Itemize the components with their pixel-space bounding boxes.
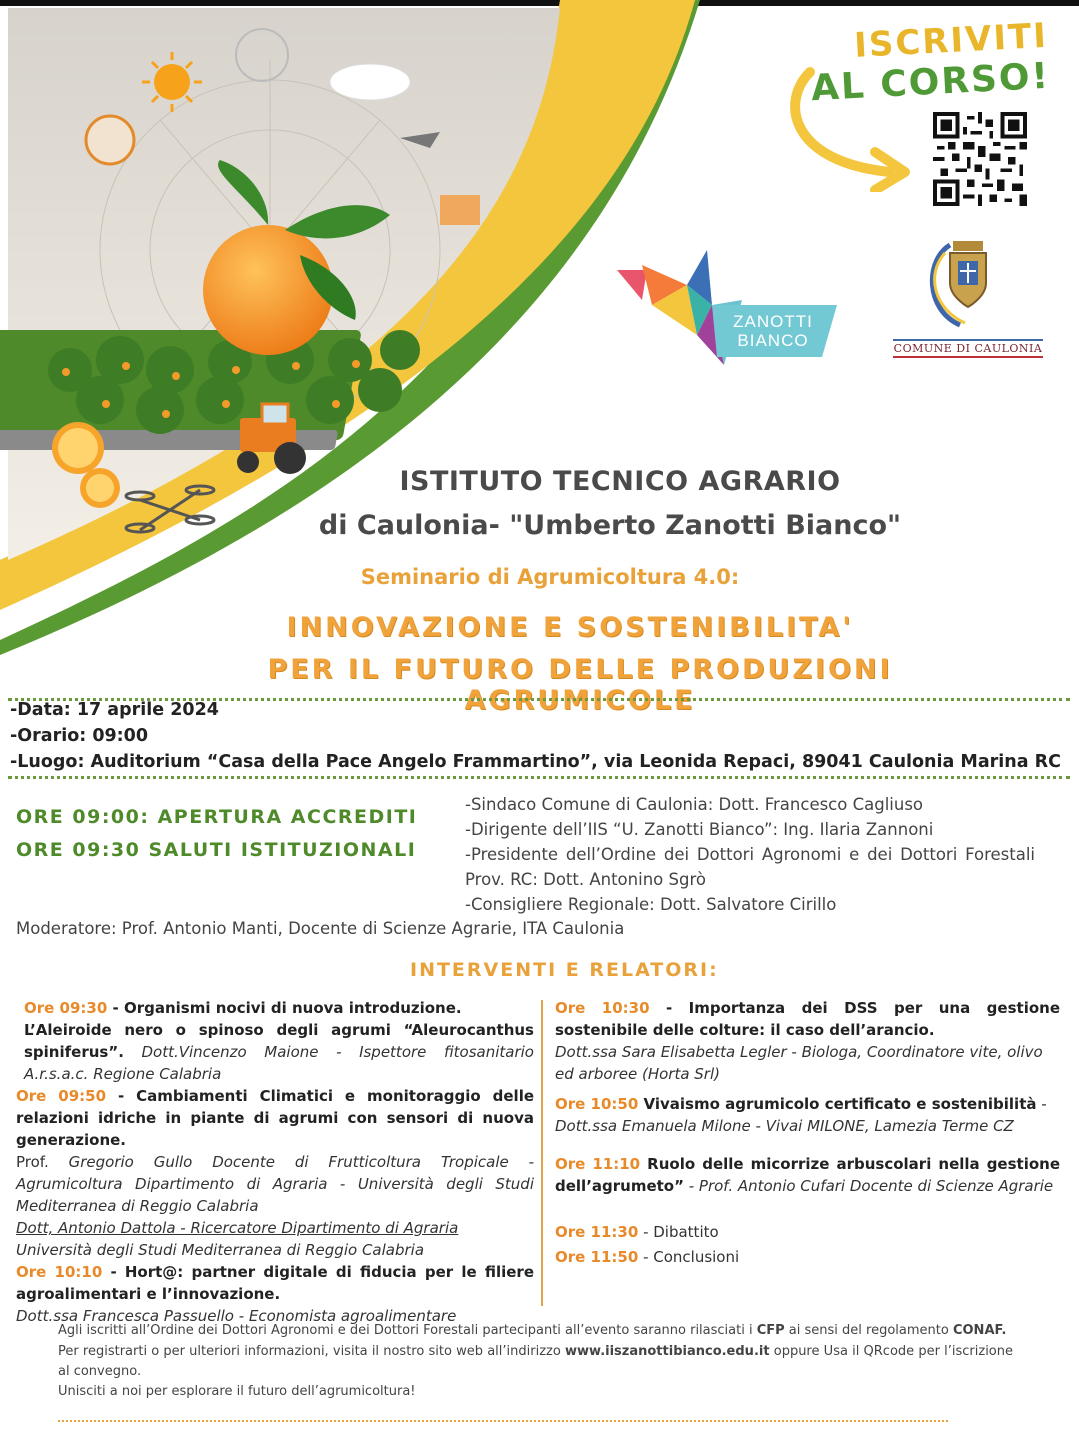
spacer [555,1085,1060,1093]
intervento-speaker: - Dott.ssa Emanuela Milone - Vivai MILONE, Lamezia Terme CZ [555,1095,1047,1135]
event-date: -Data: 17 aprile 2024 [10,700,219,720]
speaker-prefix: Prof. [16,1153,49,1171]
event-title-line1: INNOVAZIONE E SOSTENIBILITA' [286,612,854,643]
qr-code[interactable] [933,112,1027,206]
zanotti-text: ZANOTTI [733,312,813,331]
interventi-left-column [16,997,534,1327]
footer-text: oppure Usa il QRcode per l’iscrizione al convegno. [58,1344,1013,1379]
saluti-item: -Sindaco Comune di Caulonia: Dott. Francesco Cagliuso [465,795,924,814]
intervento-5 [555,1093,1060,1137]
intervento-title: L’Aleiroide nero o spinoso degli agrumi “Aleurocanthus spiniferus”. [24,1021,534,1061]
intervento-8 [555,1246,1060,1268]
seminar-title: Seminario di Agrumicoltura 4.0: [360,565,740,589]
drone-icon-bottom [126,486,214,532]
intervento-6 [555,1153,1060,1197]
intervento-speaker: Dott.Vincenzo Maione - Ispettore fitosanitario A.r.s.a.c. Regione Calabria [24,1043,534,1083]
footer-text: Agli iscritti all’Ordine dei Dottori Agronomi e dei Dottori Forestali partecipanti all’evento saranno rilasciati i [58,1323,757,1338]
divider [8,776,1070,779]
event-time: -Orario: 09:00 [10,726,149,746]
intervento-time: Ore 09:50 [16,1087,107,1105]
comune-crest-icon [920,235,1015,335]
intervento-7 [555,1221,1060,1243]
footer-closing: Unisciti a noi per esplorare il futuro dell’agrumicoltura! [58,1384,416,1399]
intervento-title: Ruolo delle micorrize arbuscolari nella gestione dell’agrumeto” [555,1155,1060,1195]
intervento-time: Ore 09:30 [24,999,108,1017]
orange-fruit [203,225,333,355]
footer-cfp-bold: CFP [756,1323,785,1338]
intervento-speaker: Gregorio Gullo Docente di Frutticoltura Tropicale - Agrumicoltura Dipartimento di Agraria - Università degli Studi Mediterranea di Reggio Calabria [16,1153,534,1215]
saluti-list [465,792,1035,917]
saluti-item: -Presidente dell’Ordine dei Dottori Agronomi e dei Dottori Forestali Prov. RC: Dott. Antonino Sgrò [465,845,1035,889]
gauge-icon [86,116,134,164]
intervento-2 [16,1085,534,1261]
interventi-heading: INTERVENTI E RELATORI: [410,959,719,981]
comune-label: COMUNE DI CAULONIA [893,339,1043,358]
curved-arrow-icon [780,62,920,192]
intervento-title: - Importanza dei DSS per una gestione sostenibile delle colture: il caso dell’arancio. [555,999,1060,1039]
schedule-apertura: ORE 09:00: APERTURA ACCREDITI [16,806,418,828]
schedule-saluti: ORE 09:30 SALUTI ISTITUZIONALI [16,839,417,861]
footer-divider [58,1420,948,1422]
zanotti-bianco-label [718,312,828,350]
cta-line2: AL CORSO! [810,55,1051,110]
intervento-time: Ore 10:30 [555,999,650,1017]
intervento-speaker: - Prof. Antonio Cufari Docente di Scienze Agrarie [683,1177,1054,1195]
institute-title: ISTITUTO TECNICO AGRARIO [399,466,841,497]
intervento-title: Vivaismo agrumicolo certificato e sostenibilità [638,1095,1037,1113]
intervento-4 [555,997,1060,1085]
footer-cfp [58,1321,1013,1341]
intervento-speaker: Dott, Antonio Dattola - Ricercatore Dipartimento di Agraria [16,1219,459,1237]
spacer [555,1137,1060,1153]
cloud-icon [330,64,410,100]
intervento-speaker: Dott.ssa Francesca Passuello - Economista agroalimentare [16,1307,457,1325]
spacer [555,1197,1060,1213]
zanotti-bianco-logo [612,245,842,375]
intervento-title: - Cambiamenti Climatici e monitoraggio delle relazioni idriche in piante di agrumi con sensori di nuova generazione. [16,1087,535,1149]
intervento-3 [16,1261,534,1327]
intervento-time: Ore 10:50 [555,1095,639,1113]
website-link[interactable]: www.iiszanottibianco.edu.it [565,1344,770,1359]
intervento-title: - Hort@: partner digitale di fiducia per le filiere agroalimentari e l’innovazione. [16,1263,534,1303]
moderator: Moderatore: Prof. Antonio Manti, Docente di Scienze Agrarie, ITA Caulonia [16,919,625,938]
bar-chart-icon [440,195,480,225]
cta-line1: ISCRIVITI [853,15,1049,66]
footer-conaf-bold: CONAF. [952,1323,1007,1338]
intervento-speaker: Università degli Studi Mediterranea di Reggio Calabria [16,1241,425,1259]
intervento-time: Ore 11:30 [555,1223,639,1241]
intervento-title: - Conclusioni [638,1248,740,1266]
intervento-speaker: Dott.ssa Sara Elisabetta Legler - Biologa, Coordinatore vite, olivo ed arboree (Horta Srl) [555,1043,1043,1083]
bianco-text: BIANCO [737,331,809,350]
intervento-title: - Dibattito [638,1223,719,1241]
event-location: -Luogo: Auditorium “Casa della Pace Angelo Frammartino”, via Leonida Repaci, 89041 Caulonia Marina RC [10,752,1061,772]
event-title-line2: PER IL FUTURO DELLE PRODUZIONI AGRUMICOLE [267,654,893,716]
intervento-time: Ore 11:50 [555,1248,639,1266]
intervento-1 [16,997,534,1085]
intervento-time: Ore 11:10 [555,1155,641,1173]
intervento-time: Ore 10:10 [16,1263,103,1281]
footer-text: Per registrarti o per ulteriori informazioni, visita il nostro sito web all’indirizzo [58,1344,565,1359]
hero-illustration [0,0,560,640]
footer-text: ai sensi del regolamento [784,1323,953,1338]
footer-notes [58,1321,1013,1402]
footer-register [58,1342,1013,1382]
institute-subtitle: di Caulonia- "Umberto Zanotti Bianco" [318,510,902,541]
saluti-item: -Dirigente dell’IIS “U. Zanotti Bianco”: Ing. Ilaria Zannoni [465,820,934,839]
interventi-right-column [555,997,1060,1268]
intervento-title: - Organismi nocivi di nuova introduzione. [107,999,462,1017]
spacer [555,1213,1060,1221]
column-separator [541,1000,543,1306]
saluti-item: -Consigliere Regionale: Dott. Salvatore Cirillo [465,895,837,914]
